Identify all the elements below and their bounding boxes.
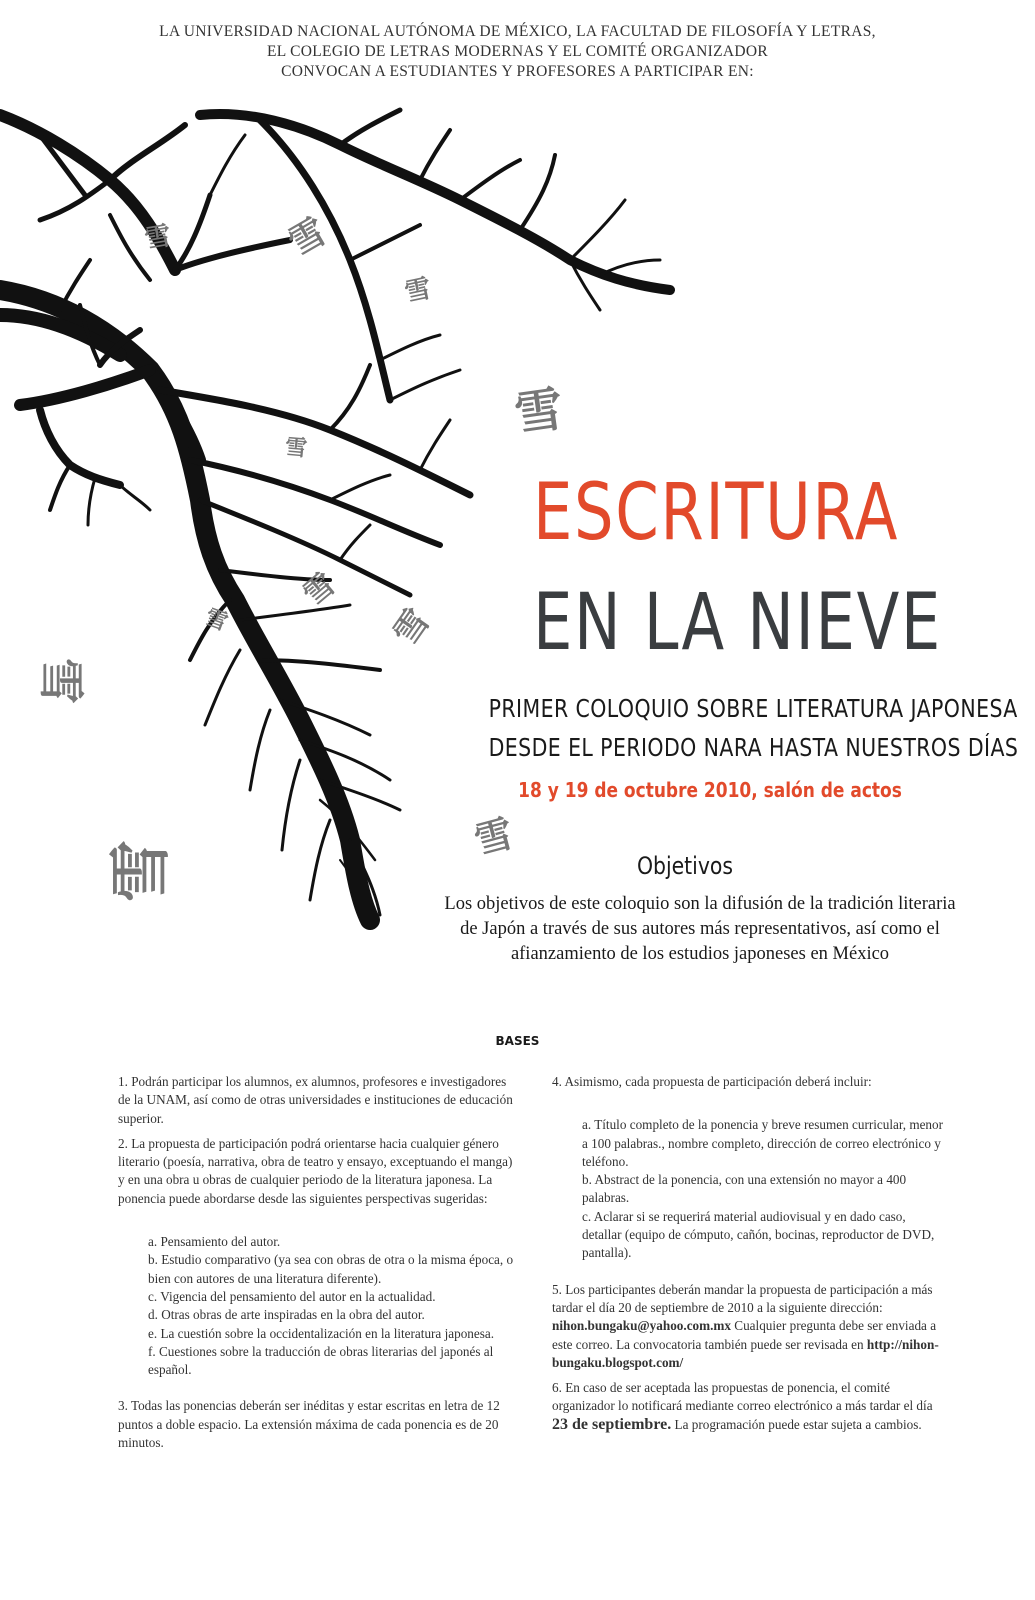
- objetivos-text: [410, 892, 990, 967]
- bases-item-6-text-b: La programación puede estar sujeta a cambios.: [671, 1416, 922, 1432]
- list-item: f. Cuestiones sobre la traducción de obras literarias del japonés al español.: [148, 1343, 494, 1378]
- snow-kanji-icon: 雪: [104, 839, 178, 903]
- objetivos-line-3: afianzamiento de los estudios japoneses en México: [510, 944, 890, 964]
- snow-kanji-icon: 雪: [34, 658, 88, 704]
- snow-kanji-icon: 雪: [511, 380, 567, 444]
- objetivos-line-1: Los objetivos de este coloquio son la difusión de la tradición literaria: [444, 894, 956, 914]
- header: [0, 22, 1035, 82]
- list-item: b. Abstract de la ponencia, con una extensión no mayor a 400 palabras.: [582, 1172, 907, 1206]
- list-item: e. La cuestión sobre la occidentalización en la literatura japonesa.: [148, 1325, 495, 1341]
- snow-kanji-icon: 雪: [201, 605, 231, 637]
- bases-item-5-text-b: Cualquier pregunta debe ser enviada a este correo. La convocatoria también puede ser revisada en: [552, 1318, 937, 1352]
- bases-item-5: [552, 1281, 947, 1372]
- bases-item-5-text-a: 5. Los participantes deberán mandar la propuesta de participación a más tardar el día 20 de septiembre de 2010 a la siguiente dirección:: [552, 1281, 933, 1315]
- list-item: c. Vigencia del pensamiento del autor en la actualidad.: [148, 1288, 436, 1304]
- title-line-1: ESCRITURA: [533, 468, 900, 558]
- objetivos-heading: Objetivos: [636, 852, 734, 880]
- snow-kanji-icon: 雪: [296, 566, 343, 613]
- snow-kanji-icon: 雪: [281, 210, 334, 265]
- bases-item-6: [552, 1379, 947, 1434]
- header-line-3: CONVOCAN A ESTUDIANTES Y PROFESORES A PARTICIPAR EN:: [281, 63, 754, 80]
- bases-column-right: [552, 1073, 947, 1441]
- bases-item-3: 3. Todas las ponencias deberán ser inéditas y estar escritas en letra de 12 puntos a doble espacio. La extensión máxima de cada ponencia es de 20 minutos.: [118, 1398, 500, 1451]
- list-item: a. Título completo de la ponencia y breve resumen curricular, menor a 100 palabras., nombre completo, dirección de correo electrónico y teléfono.: [582, 1117, 944, 1169]
- bases-item-6-text-a: 6. En caso de ser aceptada las propuestas de ponencia, el comité organizador lo notificará mediante correo electrónico a más tardar el día: [552, 1380, 933, 1414]
- contact-email-link[interactable]: nihon.bungaku@yahoo.com.mx: [552, 1318, 731, 1334]
- snow-kanji-icon: 雪: [402, 273, 434, 309]
- snow-kanji-icon: 雪: [142, 220, 174, 256]
- list-item: c. Aclarar si se requerirá material audiovisual y en dado caso, detallar (equipo de cómputo, cañón, bocinas, reproductor de DVD, pantalla).: [582, 1208, 935, 1261]
- list-item: a. Pensamiento del autor.: [148, 1234, 281, 1250]
- bases-item-1: 1. Podrán participar los alumnos, ex alumnos, profesores e investigadores de la UNAM, así como de otras universidades e instituciones de educación superior.: [118, 1074, 513, 1126]
- bases-item-2: 2. La propuesta de participación podrá orientarse hacia cualquier género literario (poesía, narrativa, obra de teatro y ensayo, exceptuando el manga) y en una obra u obras de cualquier periodo de la literatura japonesa. La ponencia puede abordarse desde las siguientes perspectivas sugeridas:: [118, 1135, 513, 1206]
- header-line-1: LA UNIVERSIDAD NACIONAL AUTÓNOMA DE MÉXICO, LA FACULTAD DE FILOSOFÍA Y LETRAS,: [159, 23, 876, 40]
- snow-kanji-icon: 雪: [385, 601, 439, 653]
- bases-item-4-list: [552, 1116, 947, 1262]
- list-item: d. Otras obras de arte inspiradas en la obra del autor.: [148, 1307, 425, 1323]
- subtitle-line-2: DESDE EL PERIODO NARA HASTA NUESTROS DÍAS: [488, 733, 1019, 762]
- bases-item-4: 4. Asimismo, cada propuesta de participación deberá incluir:: [552, 1074, 872, 1089]
- bases-heading: BASES: [495, 1034, 540, 1048]
- blog-url-link[interactable]: http://nihon-bungaku.blogspot.com/: [552, 1336, 939, 1370]
- list-item: b. Estudio comparativo (ya sea con obras de otra o la misma época, o bien con autores de una literatura diferente).: [148, 1252, 514, 1286]
- header-line-2: EL COLEGIO DE LETRAS MODERNAS Y EL COMITÉ ORGANIZADOR: [267, 43, 768, 60]
- snow-kanji-icon: 雪: [469, 810, 519, 864]
- bases-item-2-list: [118, 1233, 518, 1379]
- title-line-2: EN LA NIEVE: [533, 578, 942, 668]
- bases-column-left: [118, 1073, 518, 1459]
- objetivos-line-2: de Japón a través de sus autores más representativos, así como el: [460, 919, 940, 939]
- snow-kanji-icon: 雪: [283, 435, 309, 462]
- notification-date: 23 de septiembre.: [552, 1415, 672, 1433]
- subtitle-line-1: PRIMER COLOQUIO SOBRE LITERATURA JAPONESA: [488, 694, 1018, 723]
- event-dates: 18 y 19 de octubre 2010, salón de actos: [518, 778, 902, 802]
